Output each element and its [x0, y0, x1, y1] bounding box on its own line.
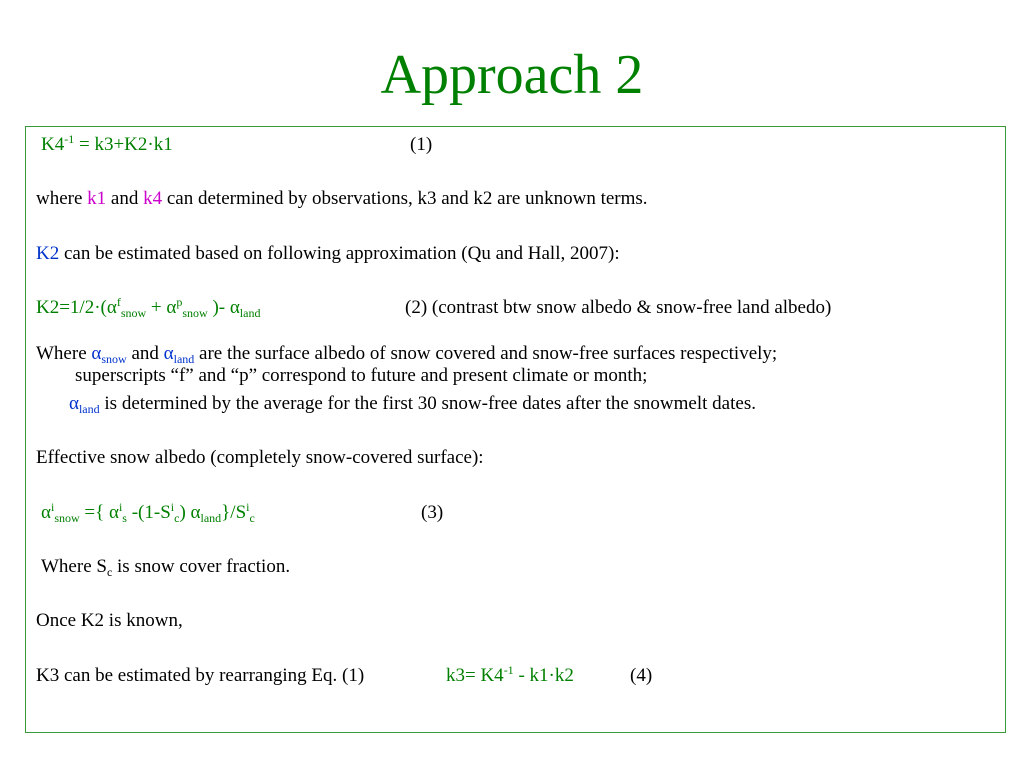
alpha-snow-sub: snow	[101, 352, 127, 366]
eq2-part-c: )- α	[207, 297, 240, 318]
alpha-land-text: is determined by the average for the first 30 snow-free dates after the snowmelt dates.	[99, 393, 756, 414]
sc-text: is snow cover fraction.	[112, 556, 291, 577]
sc-sub: c	[106, 565, 113, 579]
eq2-sup-f: f	[116, 295, 121, 309]
content-box	[25, 126, 1006, 733]
eq3-part-e: }/S	[221, 502, 247, 523]
eq1-sup: -1	[64, 132, 75, 146]
eq1-k4: K4	[41, 134, 65, 155]
k2-term: K2	[36, 243, 60, 264]
equation-2-note: (2) (contrast btw snow albedo & snow-free land albedo)	[405, 297, 832, 318]
superscripts-line: superscripts “f” and “p” correspond to future and present climate or month;	[75, 365, 648, 386]
alpha-snow: α	[91, 343, 102, 364]
eq4-part-b: - k1·k2	[513, 665, 574, 686]
once-k2-line: Once K2 is known,	[36, 610, 183, 631]
where-albedo-text: are the surface albedo of snow covered and snow-free surfaces respectively;	[194, 343, 778, 364]
equation-1	[41, 134, 173, 156]
eq2-sub-snow-1: snow	[120, 306, 147, 320]
eq2-part-b: + α	[146, 297, 177, 318]
k3-text: K3 can be estimated by rearranging Eq. (1)	[36, 665, 365, 686]
equation-4-number: (4)	[630, 665, 653, 686]
k1-term: k1	[87, 188, 107, 209]
equation-3	[41, 502, 255, 524]
eq3-part-c: -(1-S	[126, 502, 171, 523]
k3-line	[36, 665, 364, 687]
where-albedo-and: and	[126, 343, 164, 364]
eq3-sup-i-1: i	[50, 500, 55, 514]
observations-text: can determined by observations, k3 and k2 are unknown terms.	[162, 188, 648, 209]
eq2-sub-snow-2: snow	[182, 306, 208, 320]
where-albedo-line	[36, 343, 777, 365]
equation-1-number: (1)	[410, 134, 433, 155]
and-text: and	[106, 188, 144, 209]
where-albedo-prefix: Where	[36, 343, 92, 364]
slide-title: Approach 2	[380, 44, 644, 106]
k2-estimate-line	[36, 243, 620, 265]
snow-cover-line	[41, 556, 290, 578]
eq3-part-b: ={ α	[79, 502, 119, 523]
eq3-sub-land: land	[200, 511, 222, 525]
eq3-sub-snow: snow	[54, 511, 80, 525]
eq2-part-a: K2=1/2·(α	[36, 297, 117, 318]
eq3-sub-s: s	[122, 511, 127, 525]
alpha-land-line	[69, 393, 756, 415]
eq3-sub-c-1: c	[174, 511, 180, 525]
eq3-sub-c-2: c	[249, 511, 255, 525]
eq3-alpha: α	[41, 502, 51, 523]
eq3-sup-i-3: i	[170, 500, 175, 514]
alpha-land-symbol-sub: land	[78, 402, 100, 416]
eq3-sup-i-4: i	[246, 500, 250, 514]
equation-4	[446, 665, 574, 687]
equation-2	[36, 297, 260, 319]
eq2-sub-land: land	[239, 306, 261, 320]
eq4-part-a: k3= K4	[446, 665, 504, 686]
effective-albedo-line: Effective snow albedo (completely snow-covered surface):	[36, 447, 484, 468]
k4-term: k4	[143, 188, 163, 209]
where-text: where	[36, 188, 88, 209]
eq3-sup-i-2: i	[118, 500, 123, 514]
alpha-land-sub: land	[173, 352, 195, 366]
where-k1-k4-line	[36, 188, 648, 210]
alpha-land-symbol: α	[69, 393, 79, 414]
eq2-sup-p: p	[176, 295, 183, 309]
alpha-land: α	[163, 343, 174, 364]
sc-prefix: Where S	[41, 556, 107, 577]
eq1-rhs: = k3+K2·k1	[74, 134, 173, 155]
equation-3-number: (3)	[421, 502, 444, 523]
eq4-sup: -1	[503, 663, 514, 677]
k2-estimate-text: can be estimated based on following approximation (Qu and Hall, 2007):	[59, 243, 620, 264]
eq3-part-d: ) α	[179, 502, 201, 523]
